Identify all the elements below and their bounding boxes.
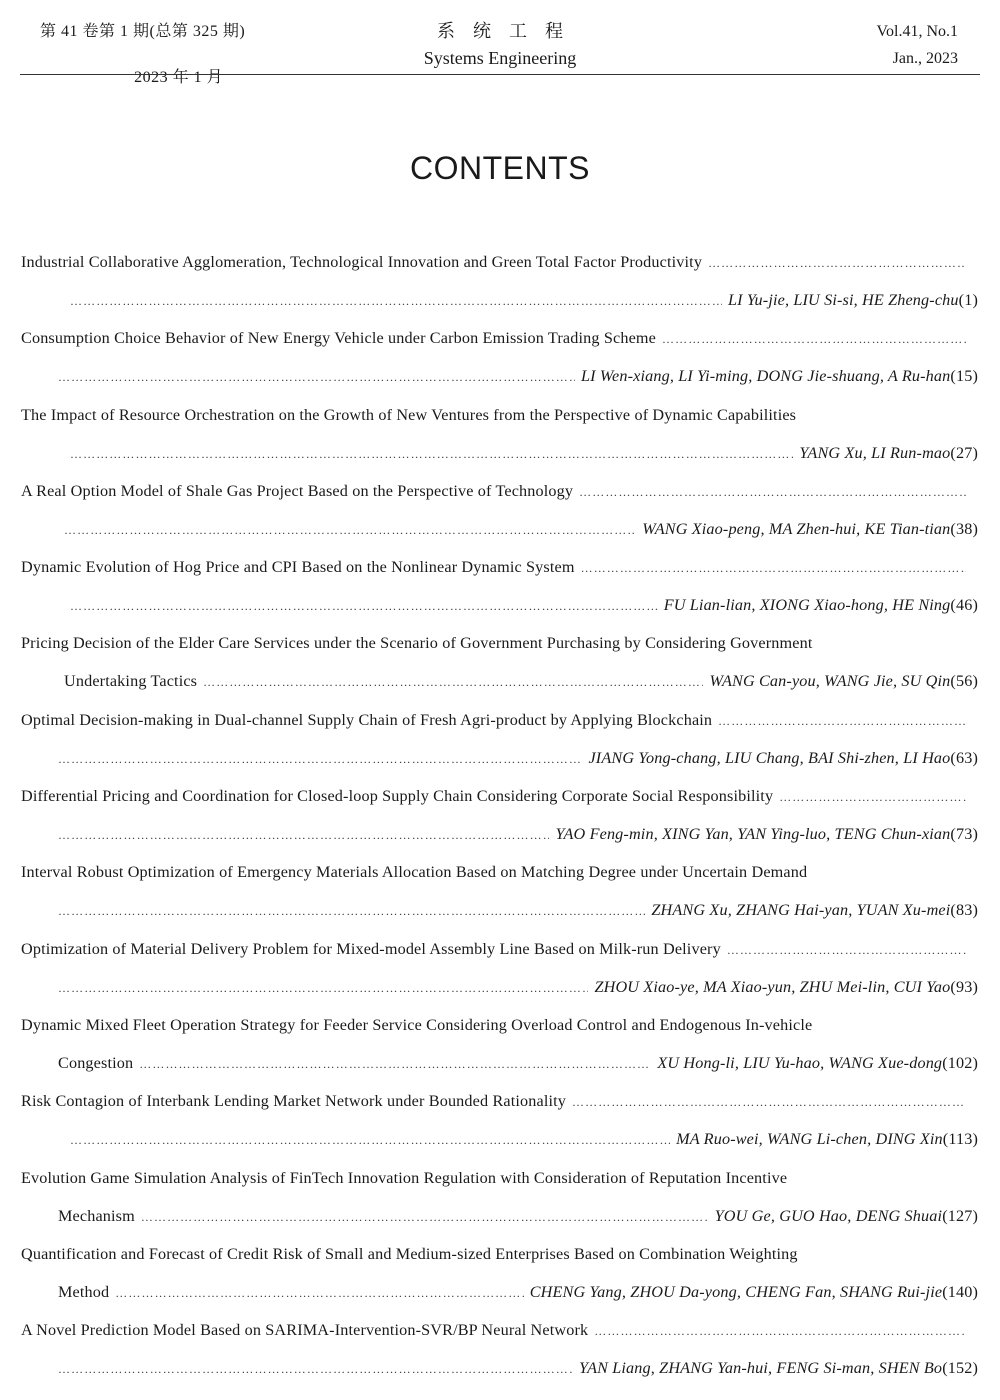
entry-authors: FU Lian-lian, XIONG Xiao-hong, HE Ning bbox=[663, 596, 951, 615]
contents-entry[interactable] bbox=[0, 1084, 1000, 1160]
entry-title: The Impact of Resource Orchestration on the Growth of New Ventures from the Perspective of Dynamic Capabilities bbox=[21, 405, 797, 424]
entry-title: A Novel Prediction Model Based on SARIMA-Intervention-SVR/BP Neural Network bbox=[21, 1321, 589, 1340]
leader-dots bbox=[115, 1286, 523, 1301]
entry-page: (140) bbox=[942, 1282, 978, 1301]
entry-page: (46) bbox=[950, 596, 978, 615]
contents-entry[interactable] bbox=[0, 855, 1000, 931]
entry-title: Consumption Choice Behavior of New Energy Vehicle under Carbon Emission Trading Scheme bbox=[21, 329, 656, 348]
journal-name-cn: 系统工程 bbox=[437, 21, 581, 41]
issue-info-en bbox=[877, 18, 959, 72]
entry-page: (93) bbox=[950, 977, 978, 996]
leader-dots bbox=[58, 904, 645, 919]
leader-dots bbox=[58, 752, 582, 767]
contents-entry[interactable] bbox=[0, 1313, 1000, 1389]
entry-page: (1) bbox=[958, 291, 978, 309]
entry-authors: CHENG Yang, ZHOU Da-yong, CHENG Fan, SHANG Rui-jie bbox=[529, 1282, 943, 1301]
entry-authors: LI Yu-jie, LIU Si-si, HE Zheng-chu bbox=[727, 291, 959, 309]
leader-dots bbox=[70, 294, 722, 309]
leader-dots bbox=[70, 1133, 670, 1148]
leader-dots bbox=[708, 256, 966, 271]
entry-title: Optimal Decision-making in Dual-channel Supply Chain of Fresh Agri-product by Applying Blockchain bbox=[21, 710, 713, 729]
leader-dots bbox=[58, 1362, 573, 1377]
entry-page: (38) bbox=[950, 519, 978, 538]
leader-dots bbox=[141, 1210, 709, 1225]
leader-dots bbox=[579, 485, 966, 500]
page-title: CONTENTS bbox=[410, 150, 590, 186]
leader-dots bbox=[58, 828, 549, 843]
entry-authors: MA Ruo-wei, WANG Li-chen, DING Xin bbox=[676, 1130, 943, 1149]
contents-entry[interactable] bbox=[0, 1237, 1000, 1313]
journal-header bbox=[0, 0, 1000, 86]
entry-authors: XU Hong-li, LIU Yu-hao, WANG Xue-dong bbox=[657, 1053, 943, 1072]
entry-page: (73) bbox=[950, 825, 978, 844]
entry-title-continuation: Undertaking Tactics bbox=[64, 672, 198, 691]
contents-entry[interactable] bbox=[0, 245, 1000, 321]
contents-entry[interactable] bbox=[0, 474, 1000, 550]
contents-entry[interactable] bbox=[0, 932, 1000, 1008]
contents-entry[interactable] bbox=[0, 779, 1000, 855]
issue-date-en: Jan., 2023 bbox=[892, 50, 958, 67]
header-rule bbox=[20, 74, 980, 75]
entry-title: Optimization of Material Delivery Problem for Mixed-model Assembly Line Based on Milk-run Delivery bbox=[21, 939, 721, 958]
leader-dots bbox=[581, 561, 966, 576]
leader-dots bbox=[58, 370, 575, 385]
entry-page: (83) bbox=[950, 901, 978, 920]
issue-date-cn: 2023 年 1 月 bbox=[134, 69, 224, 86]
entry-authors: YAO Feng-min, XING Yan, YAN Ying-luo, TENG Chun-xian bbox=[555, 825, 951, 844]
journal-name-en: Systems Engineering bbox=[423, 48, 577, 68]
contents-list bbox=[0, 245, 1000, 1389]
leader-dots bbox=[70, 447, 793, 462]
entry-authors: YANG Xu, LI Run-mao bbox=[799, 443, 951, 462]
entry-title-continuation: Method bbox=[58, 1282, 110, 1301]
contents-entry[interactable] bbox=[0, 1161, 1000, 1237]
contents-entry[interactable] bbox=[0, 703, 1000, 779]
contents-entry[interactable] bbox=[0, 626, 1000, 702]
entry-page: (127) bbox=[942, 1206, 978, 1225]
entry-page: (15) bbox=[950, 367, 978, 386]
volume-issue-en: Vol.41, No.1 bbox=[876, 23, 958, 40]
leader-dots bbox=[718, 714, 966, 729]
leader-dots bbox=[139, 1057, 651, 1072]
contents-entry[interactable] bbox=[0, 321, 1000, 397]
leader-dots bbox=[727, 943, 966, 958]
entry-page: (56) bbox=[950, 672, 978, 691]
contents-entry[interactable] bbox=[0, 550, 1000, 626]
entry-authors: LI Wen-xiang, LI Yi-ming, DONG Jie-shuang, A Ru-han bbox=[580, 367, 951, 386]
entry-title: A Real Option Model of Shale Gas Project Based on the Perspective of Technology bbox=[21, 481, 574, 500]
entry-title-continuation: Congestion bbox=[58, 1053, 134, 1072]
entry-authors: ZHOU Xiao-ye, MA Xiao-yun, ZHU Mei-lin, CUI Yao bbox=[594, 977, 951, 996]
entry-authors: JIANG Yong-chang, LIU Chang, BAI Shi-zhen, LI Hao bbox=[588, 748, 951, 767]
entry-page: (63) bbox=[950, 748, 978, 767]
leader-dots bbox=[58, 981, 588, 996]
entry-title-continuation: Mechanism bbox=[58, 1206, 135, 1225]
entry-title: Industrial Collaborative Agglomeration, Technological Innovation and Green Total Factor Productivity bbox=[21, 253, 703, 271]
entry-title: Dynamic Evolution of Hog Price and CPI Based on the Nonlinear Dynamic System bbox=[21, 558, 575, 577]
entry-authors: ZHANG Xu, ZHANG Hai-yan, YUAN Xu-mei bbox=[651, 901, 951, 920]
entry-title: Interval Robust Optimization of Emergency Materials Allocation Based on Matching Degree under Uncertain Demand bbox=[21, 863, 808, 882]
entry-page: (27) bbox=[950, 443, 978, 462]
entry-page: (152) bbox=[942, 1359, 978, 1378]
entry-title: Evolution Game Simulation Analysis of FinTech Innovation Regulation with Consideration of Reputation Incentive bbox=[21, 1168, 788, 1187]
contents-entry[interactable] bbox=[0, 1008, 1000, 1084]
leader-dots bbox=[594, 1324, 966, 1339]
leader-dots bbox=[662, 332, 966, 347]
entry-title: Quantification and Forecast of Credit Risk of Small and Medium-sized Enterprises Based on Combination Weighting bbox=[21, 1244, 798, 1263]
entry-page: (113) bbox=[942, 1130, 978, 1149]
entry-authors: WANG Can-you, WANG Jie, SU Qin bbox=[709, 672, 951, 691]
journal-name bbox=[0, 18, 1000, 72]
entry-title: Dynamic Mixed Fleet Operation Strategy for Feeder Service Considering Overload Control and Endogenous In-vehicle bbox=[21, 1015, 813, 1034]
entry-authors: YAN Liang, ZHANG Yan-hui, FENG Si-man, SHEN Bo bbox=[579, 1359, 943, 1378]
leader-dots bbox=[70, 599, 658, 614]
volume-issue-cn: 第 41 卷第 1 期(总第 325 期) bbox=[40, 23, 246, 40]
leader-dots bbox=[779, 790, 966, 805]
entry-title: Differential Pricing and Coordination for Closed-loop Supply Chain Considering Corporate Social Responsibility bbox=[21, 787, 774, 806]
entry-page: (102) bbox=[942, 1053, 978, 1072]
leader-dots bbox=[64, 523, 636, 538]
contents-entry[interactable] bbox=[0, 398, 1000, 474]
entry-authors: WANG Xiao-peng, MA Zhen-hui, KE Tian-tian bbox=[642, 519, 951, 538]
leader-dots bbox=[572, 1095, 966, 1110]
leader-dots bbox=[203, 675, 703, 690]
entry-authors: YOU Ge, GUO Hao, DENG Shuai bbox=[714, 1206, 943, 1225]
entry-title: Pricing Decision of the Elder Care Services under the Scenario of Government Purchasing by Considering Government bbox=[21, 634, 813, 653]
entry-title: Risk Contagion of Interbank Lending Market Network under Bounded Rationality bbox=[21, 1092, 567, 1111]
